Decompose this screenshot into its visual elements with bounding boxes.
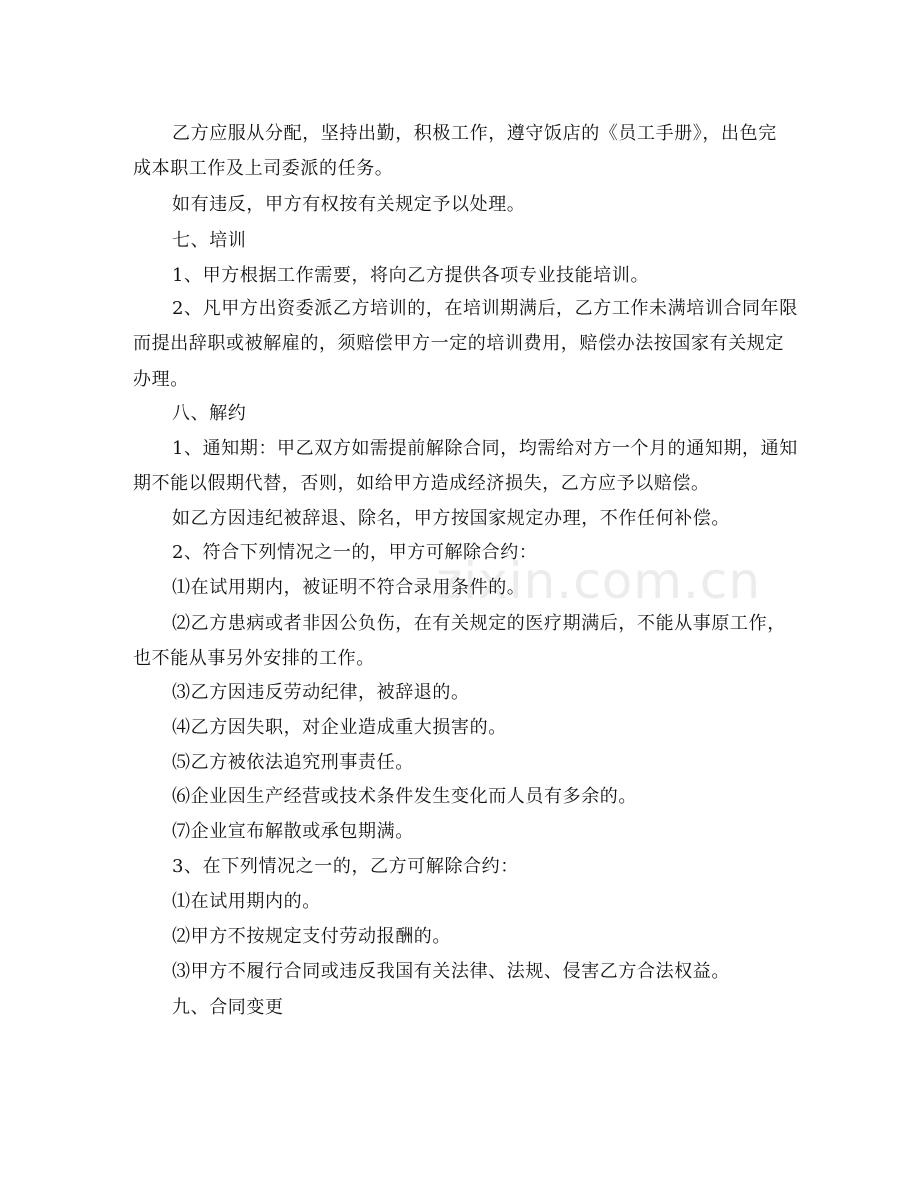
paragraph-line: 2、符合下列情况之一的，甲方可解除合约： [172, 542, 538, 563]
paragraph-line: 如乙方因违纪被辞退、除名，甲方按国家规定办理，不作任何补偿。 [172, 508, 730, 529]
paragraph-line: 成本职工作及上司委派的任务。 [133, 158, 394, 179]
paragraph-line: 3、在下列情况之一的，乙方可解除合约： [172, 856, 519, 877]
section-heading: 九、合同变更 [172, 997, 284, 1018]
list-item: ⑷乙方因失职，对企业造成重大损害的。 [172, 717, 507, 738]
paragraph-line: 1、甲方根据工作需要，将向乙方提供各项专业技能培训。 [172, 265, 650, 286]
list-item: ⑴在试用期内，被证明不符合录用条件的。 [172, 577, 526, 598]
paragraph-line: 办理。 [133, 369, 189, 390]
paragraph-line: 也不能从事另外安排的工作。 [133, 648, 375, 669]
watermark-text: zixin.com.cn [436, 552, 762, 610]
paragraph-line: 而提出辞职或被解雇的，须赔偿甲方一定的培训费用，赔偿办法按国家有关规定 [133, 333, 784, 354]
paragraph-line: 1、通知期：甲乙双方如需提前解除合同，均需给对方一个月的通知期，通知 [172, 438, 798, 459]
section-heading: 八、解约 [172, 403, 247, 424]
list-item: ⑺企业宣布解散或承包期满。 [172, 821, 414, 842]
paragraph-line: 2、凡甲方出资委派乙方培训的，在培训期满后，乙方工作未满培训合同年限 [172, 298, 798, 319]
section-heading: 七、培训 [172, 230, 247, 251]
paragraph-line: 乙方应服从分配，坚持出勤，积极工作，遵守饭店的《员工手册》，出色完 [172, 123, 777, 144]
list-item: ⑵乙方患病或者非因公负伤，在有关规定的医疗期满后，不能从事原工作， [172, 613, 786, 634]
list-item: ⑶乙方因违反劳动纪律，被辞退的。 [172, 682, 470, 703]
list-item: ⑴在试用期内的。 [172, 891, 321, 912]
list-item: ⑶甲方不履行合同或违反我国有关法律、法规、侵害乙方合法权益。 [172, 961, 730, 982]
list-item: ⑹企业因生产经营或技术条件发生变化而人员有多余的。 [172, 786, 637, 807]
paragraph-line: 期不能以假期代替，否则，如给甲方造成经济损失，乙方应予以赔偿。 [133, 473, 710, 494]
paragraph-line: 如有违反，甲方有权按有关规定予以处理。 [172, 194, 526, 215]
list-item: ⑵甲方不按规定支付劳动报酬的。 [172, 926, 451, 947]
list-item: ⑸乙方被依法追究刑事责任。 [172, 752, 414, 773]
